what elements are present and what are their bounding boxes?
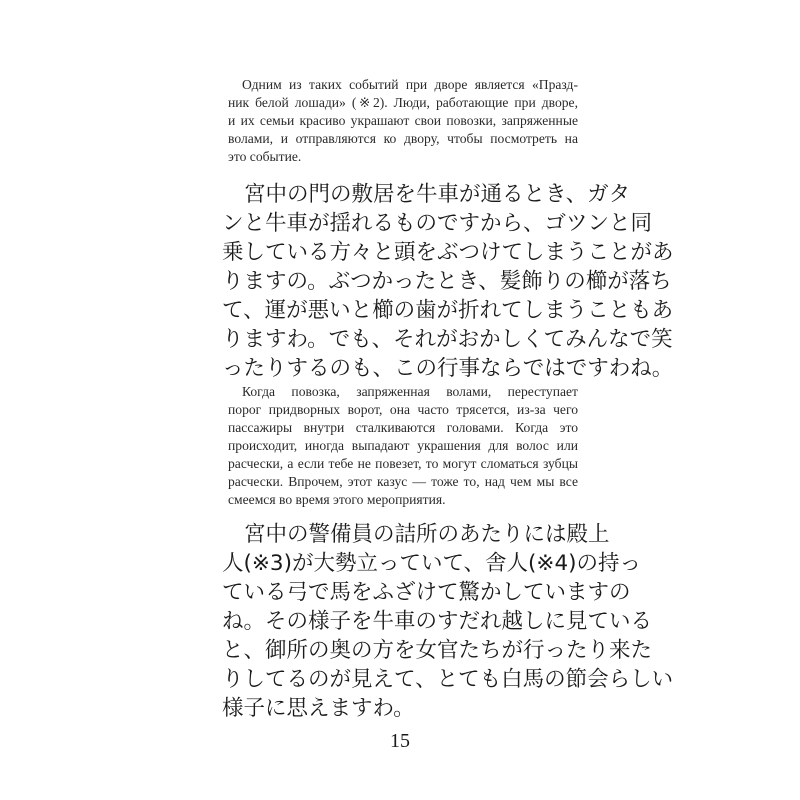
text-line: と、御所の奥の方を女官たちが行ったり来た: [222, 638, 653, 663]
text-line: て、運が悪いと櫛の歯が折れてしまうこともあ: [222, 298, 674, 323]
text-line: волами, и отправляются ко двору, чтобы посмотреть на: [228, 131, 578, 146]
page-number: 15: [390, 730, 410, 752]
text-line: ник белой лошади» (※2). Люди, работающие при дворе,: [228, 95, 578, 110]
text-line: りますの。ぶつかったとき、髪飾りの櫛が落ち: [222, 269, 672, 294]
japanese-paragraph-2: [222, 520, 674, 723]
text-line: Одним из таких событий при дворе является «Празд-: [242, 77, 578, 92]
text-line: смеемся во время этого мероприятия.: [228, 492, 446, 507]
text-line: происходит, иногда выпадают украшения для волос или: [228, 438, 578, 453]
text-line: ている弓で馬をふざけて驚かしていますの: [222, 580, 631, 605]
text-line: порог придворных ворот, она часто трясется, из-за чего: [228, 402, 578, 417]
text-line: 宮中の門の敷居を牛車が通るとき、ガタ: [244, 182, 631, 207]
text-line: 人(※3)が大勢立っていて、舎人(※4)の持っ: [222, 551, 642, 576]
text-line: ンと牛車が揺れるものですから、ゴツンと同: [222, 211, 653, 236]
text-line: 様子に思えますわ。: [222, 696, 415, 721]
text-line: это событие.: [228, 149, 302, 164]
text-line: 乗している方々と頭をぶつけてしまうことがあ: [222, 240, 674, 265]
text-line: りますわ。でも、それがおかしくてみんなで笑: [222, 327, 673, 352]
russian-paragraph-1: [228, 76, 578, 166]
japanese-paragraph-1: [222, 180, 674, 383]
text-line: и их семьи красиво украшают свои повозки, запряженные: [228, 113, 578, 128]
text-line: ね。その様子を牛車のすだれ越しに見ている: [222, 609, 653, 634]
text-line: расчески, а если тебе не повезет, то могут сломаться зубцы: [228, 456, 578, 471]
text-line: 宮中の警備員の詰所のあたりには殿上: [244, 522, 610, 547]
text-line: りしてるのが見えて、とても白馬の節会らしい: [222, 667, 674, 692]
text-line: ったりするのも、この行事ならではですわね。: [222, 356, 674, 381]
text-line: Когда повозка, запряженная волами, переступает: [242, 384, 578, 399]
text-line: расчески. Впрочем, этот казус — тоже то, над чем мы все: [228, 474, 578, 489]
russian-paragraph-2: [228, 383, 578, 509]
text-line: пассажиры внутри сталкиваются головами. Когда это: [228, 420, 578, 435]
